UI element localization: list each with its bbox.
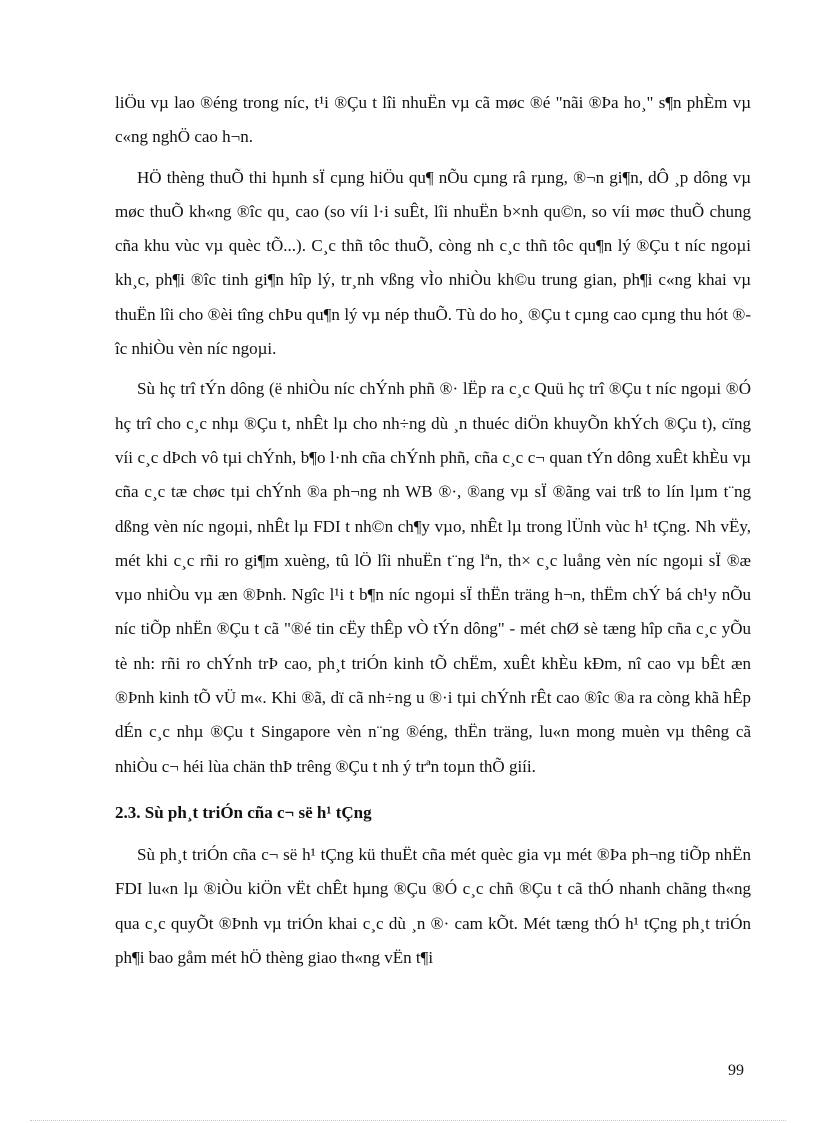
paragraph-infrastructure: Sù ph¸t triÓn cña c¬ së h¹ tÇng kü thuËt cña mét quèc gia vµ mét ®Þa ph¬ng tiÕp nhËn FDI lu«n lµ ®iÒu kiÖn vËt chÊt hµng ®Çu ®Ó c¸c chñ ®Çu t cã thÓ nhanh chãng th«ng qua c¸c quyÕt ®Þnh vµ triÓn khai c¸c dù ¸n ®· cam kÕt. Mét tæng thÓ h¹ tÇng ph¸t triÓn ph¶i bao gåm mét hÖ thèng giao th«ng vËn t¶i [115, 844, 751, 967]
page-number: 99 [728, 1062, 744, 1079]
paragraph-tax-system: HÖ thèng thuÕ thi hµnh sÏ cµng hiÖu qu¶ nÕu cµng râ rµng, ®¬n gi¶n, dÔ ¸p dông vµ møc thuÕ kh«ng ®îc qu¸ cao (so víi l·i suÊt, lîi nhuËn b×nh qu©n, so víi møc thuÕ chung cña khu vùc vµ quèc tÕ...). C¸c thñ tôc thuÕ, còng nh c¸c thñ tôc qu¶n lý ®Çu t níc ngoµi kh¸c, ph¶i ®îc tinh gi¶n hîp lý, tr¸nh vßng vÌo nhiÒu kh©u trung gian, ph¶i c«ng khai vµ thuËn lîi cho ®èi tîng chÞu qu¶n lý vµ nép thuÕ. Tù do ho¸ ®Çu t cµng cao cµng thu hót ®îc nhiÒu vèn níc ngoµi. [115, 167, 751, 359]
document-body [115, 86, 751, 975]
paragraph-credit-support: Sù hç trî tÝn dông (ë nhiÒu níc chÝnh phñ ®· lËp ra c¸c Quü hç trî ®Çu t níc ngoµi ®Ó hç trî cho c¸c nhµ ®Çu t, nhÊt lµ cho nh÷ng dù ¸n thuéc diÖn khuyÕn khÝch ®Çu t), cïng víi c¸c dÞch vô tµi chÝnh, b¶o l·nh cña chÝnh phñ, cña c¸c c¬ quan tÝn dông xuÊt khÈu vµ cña c¸c tæ chøc tµi chÝnh ®a ph¬ng nh WB ®·, ®ang vµ sÏ ®ãng vai trß to lín lµm t¨ng dßng vèn níc ngoµi, nhÊt lµ FDI t nh©n ch¶y vµo, nhÊt lµ trong lÜnh vùc h¹ tÇng. Nh vËy, mét khi c¸c rñi ro gi¶m xuèng, tû lÖ lîi nhuËn t¨ng lªn, th× c¸c luång vèn níc ngoµi sÏ ®æ vµo nhiÒu vµ æn ®Þnh. Ngîc l¹i t b¶n níc ngoµi sÏ thËn träng h¬n, thËm chÝ bá ch¹y nÕu níc tiÕp nhËn ®Çu t cã "®é tin cËy thÊp vÒ tÝn dông" - mét chØ sè tæng hîp cña c¸c yÕu tè nh: rñi ro chÝnh trÞ cao, ph¸t triÓn kinh tÕ chËm, xuÊt khÈu kÐm, nî cao vµ bÊt æn ®Þnh kinh tÕ vÜ m«. Khi ®ã, dï cã nh÷ng u ®·i tµi chÝnh rÊt cao ®îc ®a ra còng khã hÊp dÉn c¸c nhµ ®Çu t Singapore vèn n¨ng ®éng, thËn träng, lu«n mong muèn vµ thêng cã nhiÒu c¬ héi lùa chän thÞ trêng ®Çu t nh ý trªn toµn thÕ giíi. [115, 379, 751, 776]
section-heading: 2.3. Sù ph¸t triÓn cña c¬ së h¹ tÇng [115, 802, 372, 822]
page-bottom-divider [30, 1120, 786, 1121]
paragraph-continuation: liÖu vµ lao ®éng trong níc, t¹i ®Çu t lîi nhuËn vµ cã møc ®é "nãi ®Þa ho¸" s¶n phÈm vµ c«ng nghÖ cao h¬n. [115, 93, 751, 147]
